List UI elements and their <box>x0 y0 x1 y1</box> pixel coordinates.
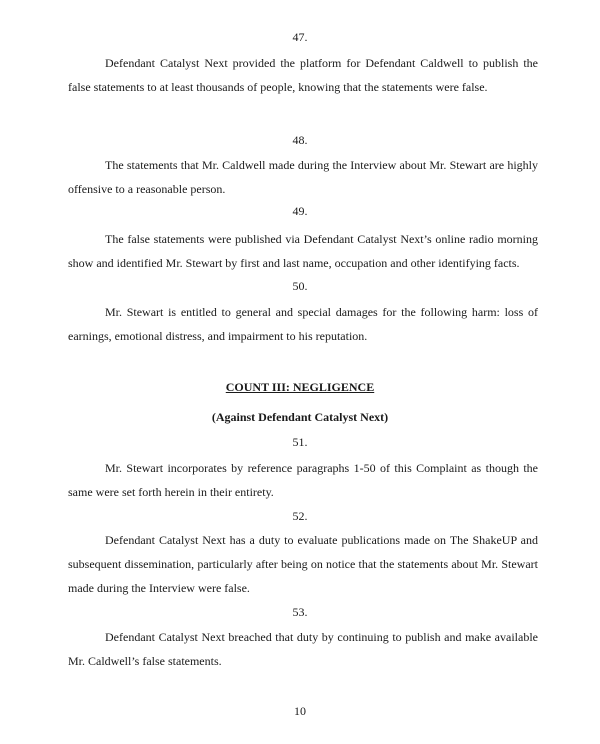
paragraph-number-53: 53. <box>292 605 308 619</box>
paragraph-number-51: 51. <box>292 435 308 449</box>
page-number: 10 <box>294 704 306 718</box>
paragraph-49: The false statements were published via Defendant Catalyst Next’s online radio morning show and identified Mr. Stewart by first and last name, occupation and other identifying facts. <box>68 232 538 270</box>
paragraph-53: Defendant Catalyst Next breached that duty by continuing to publish and make available Mr. Caldwell’s false statements. <box>68 630 538 668</box>
paragraph-51: Mr. Stewart incorporates by reference paragraphs 1-50 of this Complaint as though the same were set forth herein in their entirety. <box>68 461 538 499</box>
paragraph-number-50: 50. <box>292 279 308 293</box>
paragraph-50: Mr. Stewart is entitled to general and special damages for the following harm: loss of earnings, emotional distress, and impairment to his reputation. <box>68 305 538 343</box>
paragraph-number-49: 49. <box>292 204 308 218</box>
count-subheading: (Against Defendant Catalyst Next) <box>211 410 389 424</box>
count-heading-text: COUNT III: NEGLIGENCE <box>225 380 375 394</box>
paragraph-number-48: 48. <box>292 133 308 147</box>
paragraph-number-47: 47. <box>292 30 308 44</box>
paragraph-47: Defendant Catalyst Next provided the platform for Defendant Caldwell to publish the false statements to at least thousands of people, knowing that the statements were false. <box>68 56 538 94</box>
paragraph-52: Defendant Catalyst Next has a duty to evaluate publications made on The ShakeUP and subsequent dissemination, particularly after being on notice that the statements about Mr. Stewart made during the Interview were false. <box>68 533 538 595</box>
paragraph-48: The statements that Mr. Caldwell made during the Interview about Mr. Stewart are highly offensive to a reasonable person. <box>68 158 538 196</box>
paragraph-number-52: 52. <box>292 509 308 523</box>
count-heading <box>0 380 600 394</box>
